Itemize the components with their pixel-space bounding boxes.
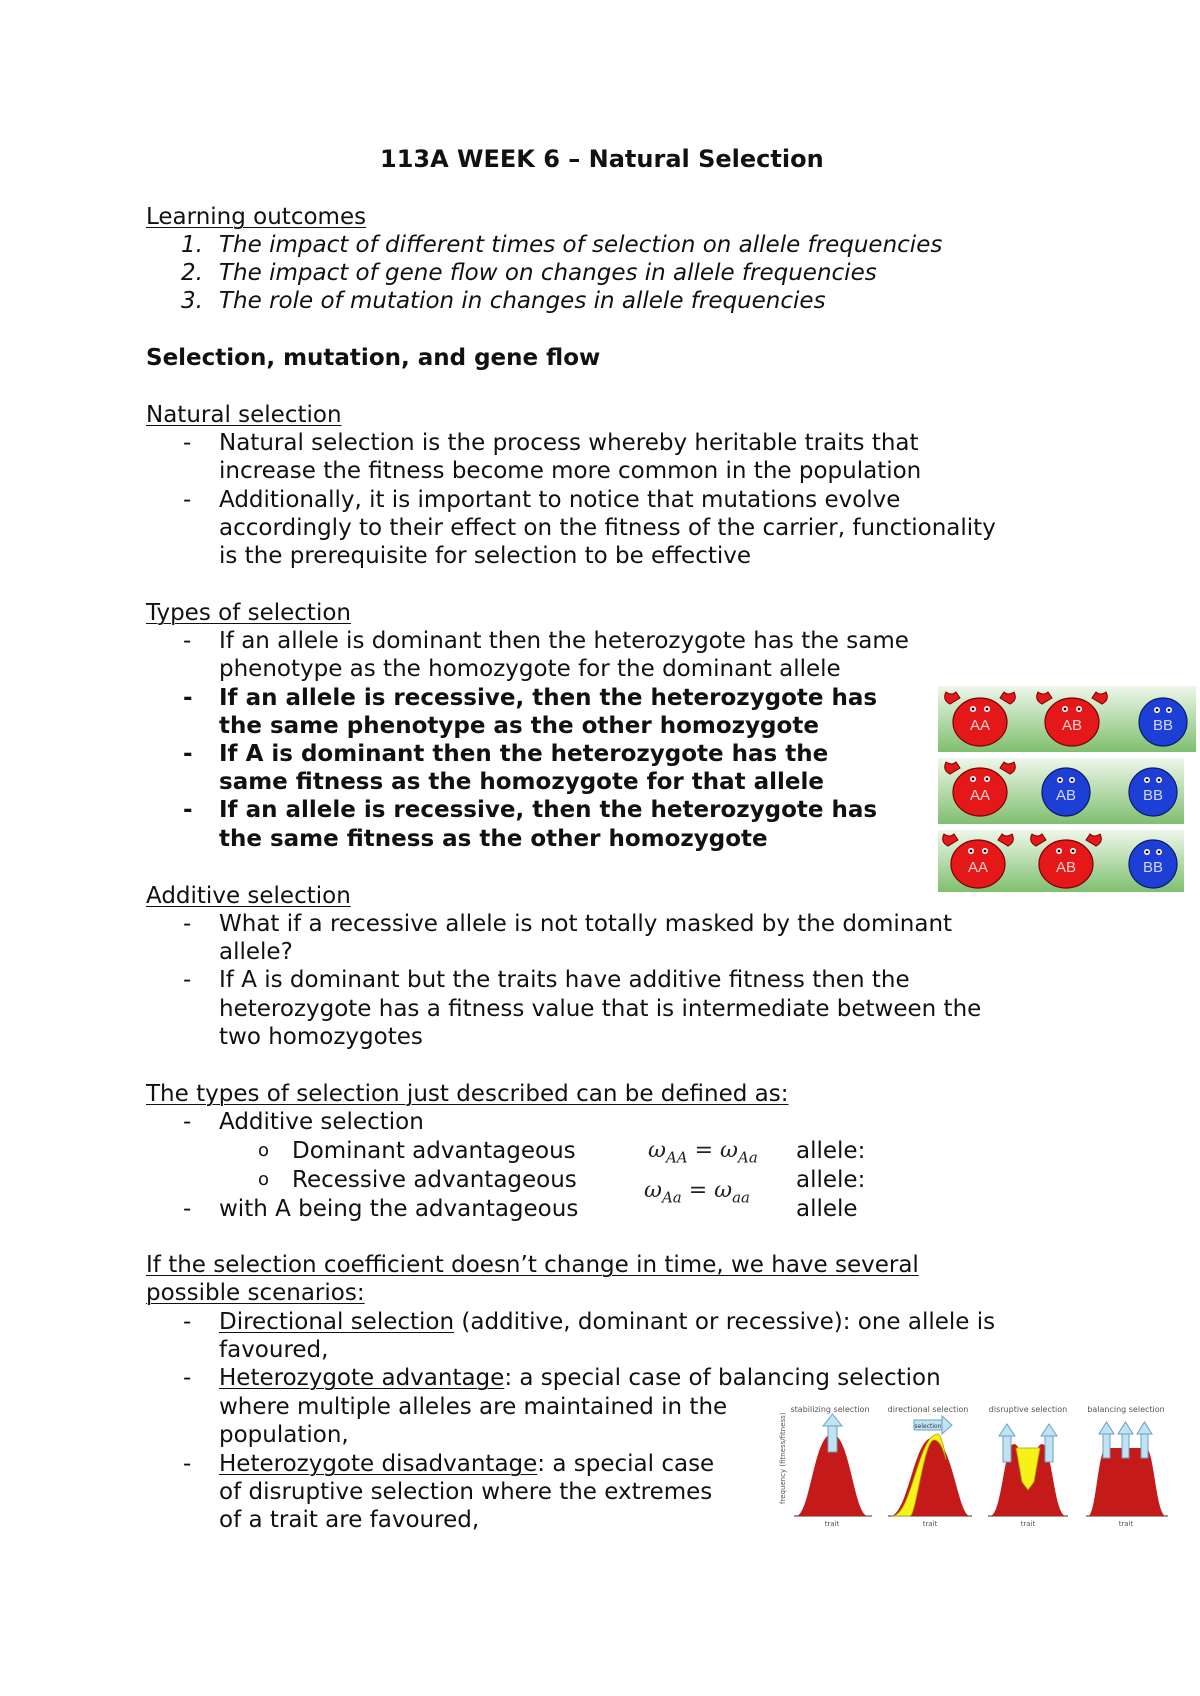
bullet-text: population, [219,1422,349,1448]
section-heading: Selection, mutation, and gene flow [146,345,601,371]
term-definition: : a special case of balancing selection [504,1365,941,1391]
bullet-dash: - [183,911,192,937]
bullet-text [219,1308,995,1336]
bullet-dash: - [183,430,192,456]
term-heterozygote-advantage: Heterozygote advantage [219,1365,505,1391]
sub-bullet-text: Recessive advantageous [292,1167,577,1193]
bullet-text: allele? [219,939,293,965]
bullet-text: where multiple alleles are maintained in the [219,1394,728,1420]
axis-label-trait: trait [824,1520,840,1528]
bullet-text: Additive selection [219,1109,424,1135]
panel-title: balancing selection [1087,1405,1165,1414]
term-definition: : a special case [537,1451,715,1477]
selection-arrow [828,1424,837,1452]
genotype-label: AA [967,859,989,876]
bullet-text: favoured, [219,1337,329,1363]
bullet-text: If A is dominant but the traits have additive fitness then the [219,967,910,993]
bullet-text [219,1364,941,1392]
genotype-label: BB [1142,787,1164,804]
natural-selection-heading: Natural selection [146,402,342,428]
equation-recessive: $\omega_{Aa} = \omega_{aa}$ [644,1178,750,1207]
bullet-text: two homozygotes [219,1024,423,1050]
genotype-label: AA [969,787,991,804]
selection-types-figure [776,1404,1180,1528]
additive-selection-heading: Additive selection [146,883,351,909]
bullet-dash: - [183,1309,192,1335]
arrow-label: selection [914,1423,942,1430]
sub-bullet-marker: o [258,1140,270,1161]
genotype-label: AA [969,717,991,734]
allele-label: allele: [796,1167,866,1193]
bullet-text: Additionally, it is important to notice that mutations evolve [219,487,901,513]
bullet-dash: - [183,628,192,654]
genotype-row-3-graphic [938,830,1184,892]
selection-arrow [1141,1432,1148,1458]
bullet-dash: - [183,1196,192,1222]
list-item: The role of mutation in changes in allele frequencies [219,288,826,314]
genotype-label: BB [1142,859,1164,876]
list-item-number: 1. [181,232,203,258]
distribution-curve [890,1438,970,1516]
allele-label: allele: [796,1138,866,1164]
list-item-number: 3. [181,288,203,314]
learning-outcomes-heading: Learning outcomes [146,204,367,230]
genotype-row-2-graphic [938,758,1184,824]
bullet-text: If an allele is recessive, then the heterozygote has [219,797,878,823]
list-item: The impact of different times of selection on allele frequencies [219,232,943,258]
panel-title: directional selection [887,1405,969,1414]
sub-bullet-marker: o [258,1169,270,1190]
scenarios-heading-line2: possible scenarios: [146,1280,365,1306]
bullet-text: accordingly to their effect on the fitness of the carrier, functionality [219,515,996,541]
selection-arrow [1122,1432,1129,1458]
genotype-label: BB [1152,717,1174,734]
panel-title: stabilizing selection [790,1405,870,1414]
panel-title: disruptive selection [988,1405,1068,1414]
term-heterozygote-disadvantage: Heterozygote disadvantage [219,1451,538,1477]
bullet-text: Natural selection is the process whereby heritable traits that [219,430,919,456]
genotype-row-3 [938,830,1184,892]
bullet-text: of disruptive selection where the extremes [219,1479,713,1505]
axis-label-trait: trait [1118,1520,1134,1528]
bullet-text: of a trait are favoured, [219,1507,480,1533]
genotype-row-1 [938,686,1196,752]
bullet-text: the same fitness as the other homozygote [219,826,768,852]
bullet-dash: - [183,1109,192,1135]
axis-label-trait: trait [1020,1520,1036,1528]
bullet-text [219,1450,714,1478]
allele-label: allele [796,1196,858,1222]
bullet-text: phenotype as the homozygote for the dominant allele [219,656,841,682]
bullet-text: If A is dominant then the heterozygote has the [219,741,829,767]
bullet-dash: - [183,1365,192,1391]
selection-types-figure-graphic [776,1404,1180,1528]
bullet-dash: - [183,741,193,767]
genotype-row-2 [938,758,1184,824]
types-of-selection-heading: Types of selection [146,600,351,626]
scenarios-heading-line1: If the selection coefficient doesn’t change in time, we have several [146,1252,919,1278]
genotype-label: AB [1061,717,1083,734]
list-item: The impact of gene flow on changes in allele frequencies [219,260,877,286]
bullet-dash: - [183,487,192,513]
bullet-dash: - [183,1451,192,1477]
selection-arrow [1103,1432,1110,1458]
bullet-dash: - [183,967,192,993]
bullet-text: same fitness as the homozygote for that allele [219,769,824,795]
selection-arrow [1045,1434,1053,1462]
axis-label-trait: trait [922,1520,938,1528]
genotype-label: AB [1055,787,1077,804]
term-definition: (additive, dominant or recessive): one allele is [454,1309,996,1335]
bullet-dash: - [183,797,193,823]
figure-ylabel: frequency (fitness/fitness) [779,1412,787,1504]
term-directional-selection: Directional selection [219,1309,455,1335]
genotype-row-1-graphic [938,686,1196,752]
equation-dominant: $\omega_{AA} = \omega_{Aa}$ [648,1138,758,1167]
bullet-text: is the prerequisite for selection to be effective [219,543,752,569]
bullet-text: the same phenotype as the other homozygote [219,713,819,739]
bullet-dash: - [183,685,193,711]
page-title: 113A WEEK 6 – Natural Selection [380,145,824,173]
bullet-text: If an allele is dominant then the heterozygote has the same [219,628,909,654]
sub-bullet-text: Dominant advantageous [292,1138,576,1164]
bullet-text: What if a recessive allele is not totally masked by the dominant [219,911,953,937]
bullet-text: heterozygote has a fitness value that is intermediate between the [219,996,982,1022]
genotype-label: AB [1055,859,1077,876]
types-defined-heading: The types of selection just described can be defined as: [146,1081,789,1107]
bullet-text: increase the fitness become more common in the population [219,458,922,484]
bullet-text: with A being the advantageous [219,1196,579,1222]
list-item-number: 2. [181,260,203,286]
bullet-text: If an allele is recessive, then the heterozygote has [219,685,878,711]
selection-arrow [1003,1434,1011,1462]
